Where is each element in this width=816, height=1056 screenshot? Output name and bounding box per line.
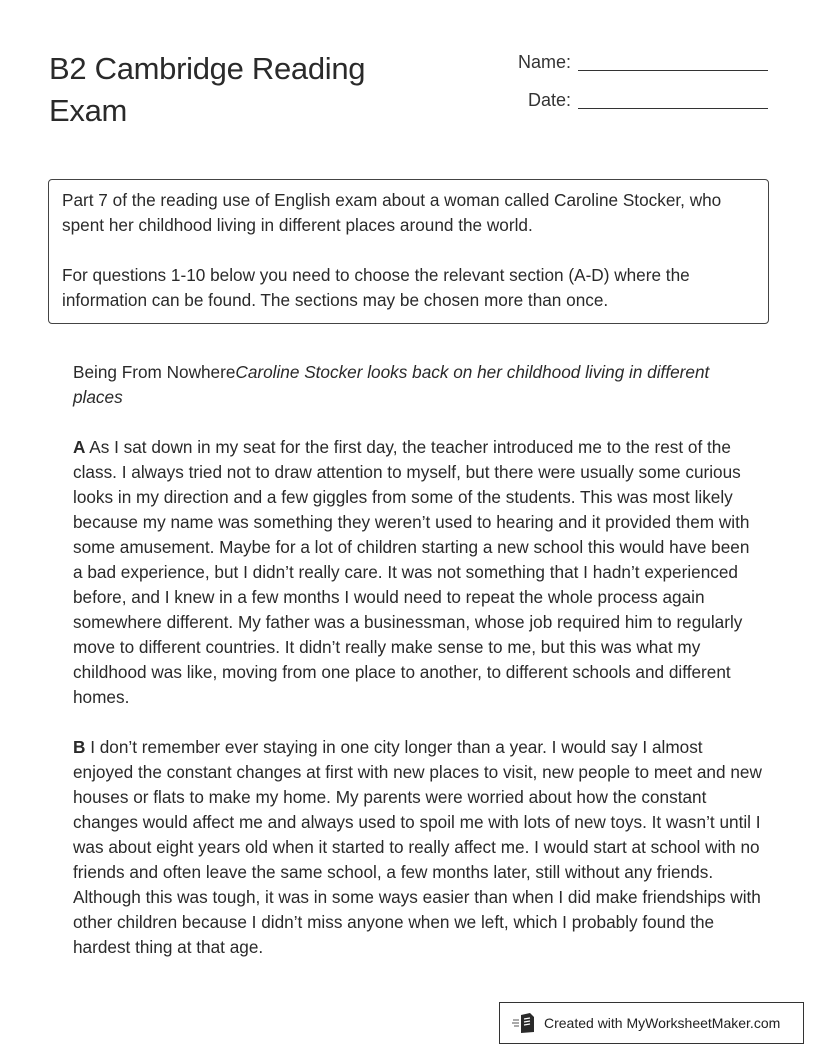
footer-badge[interactable] — [499, 1002, 804, 1044]
section-a — [73, 435, 763, 710]
section-b — [73, 735, 763, 960]
article-heading: Being From Nowhere — [73, 362, 236, 382]
date-input-line[interactable] — [578, 107, 768, 109]
name-label: Name: — [517, 52, 571, 72]
footer-label: Created with MyWorksheetMaker.com — [544, 1015, 781, 1031]
name-field — [491, 52, 768, 73]
section-b-text: I don’t remember ever staying in one city longer than a year. I would say I almost enjoyed the constant changes at first with new places to visit, new people to meet and new houses or flats to make my home. My parents were worried about how the constant changes would affect me and always used to spoil me with lots of new toys. It wasn’t until I was about eight years old when it started to really affect me. I would start at school with no friends and often leave the same school, a few months later, still without any friends. Although this was tough, it was in some ways easier than when I did make friendships with other children because I didn’t miss anyone when we left, which I probably found the hardest thing at that age. — [73, 737, 762, 957]
worksheet-logo-icon — [512, 1012, 536, 1034]
section-b-letter: B — [73, 737, 86, 757]
name-input-line[interactable] — [578, 69, 768, 71]
article-header — [73, 360, 763, 410]
instructions-paragraph-1: Part 7 of the reading use of English exam about a woman called Caroline Stocker, who spent her childhood living in different places around the world. — [62, 190, 722, 235]
section-a-text: As I sat down in my seat for the first day, the teacher introduced me to the rest of the class. I always tried not to draw attention to myself, but there were usually some curious looks in my direction and a few giggles from some of the students. This was most likely because my name was something they weren’t used to hearing and it provided them with some amusement. Maybe for a lot of children starting a new school this would have been a bad experience, but I didn’t really care. It was not something that I hadn’t experienced before, and I knew in a few months I would need to repeat the whole process again somewhere different. My father was a businessman, whose job required him to regularly move to different countries. It didn’t really make sense to me, but this was what my childhood was like, moving from one place to another, to different schools and different homes. — [73, 437, 750, 707]
date-field — [491, 90, 768, 111]
article-subtitle: Caroline Stocker looks back on her childhood living in different places — [73, 362, 710, 407]
page-title: B2 Cambridge Reading Exam — [49, 51, 366, 128]
instructions-box — [48, 179, 769, 324]
article — [73, 360, 763, 985]
date-label: Date: — [527, 90, 571, 110]
instructions-paragraph-2: For questions 1-10 below you need to choose the relevant section (A-D) where the information can be found. The sections may be chosen more than once. — [62, 265, 690, 310]
section-a-letter: A — [73, 437, 86, 457]
